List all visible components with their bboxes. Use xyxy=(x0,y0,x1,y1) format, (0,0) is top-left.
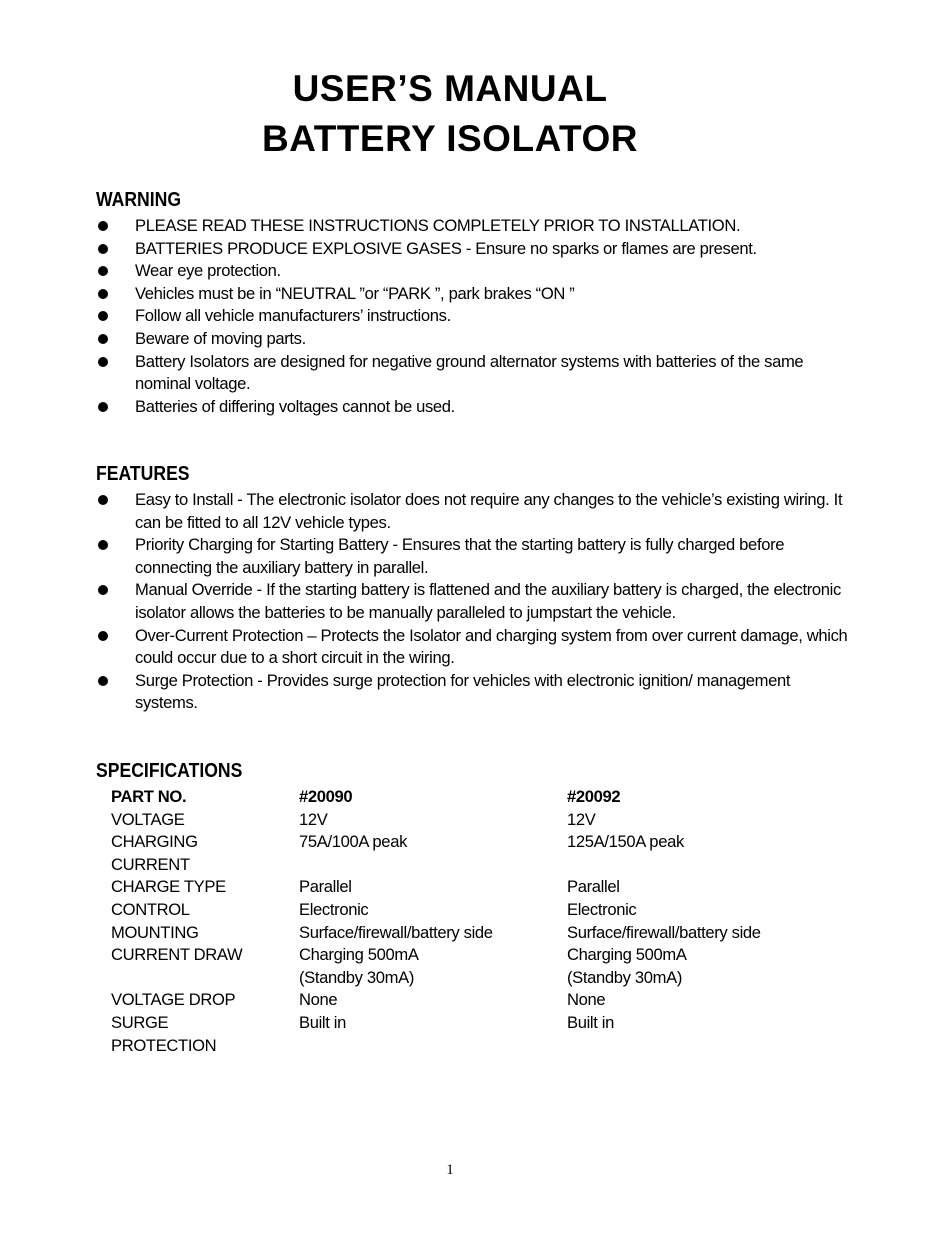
list-item: Over-Current Protection – Protects the Isolator and charging system from over current damage, which could occur due to a short circuit in the wiring. xyxy=(96,625,856,670)
spec-label: CHARGE TYPE xyxy=(111,877,226,897)
table-row xyxy=(111,989,827,1012)
list-item: Easy to Install - The electronic isolator does not require any changes to the vehicle’s existing wiring. It can be fitted to all 12V vehicle types. xyxy=(96,489,856,534)
list-item: BATTERIES PRODUCE EXPLOSIVE GASES - Ensure no sparks or flames are present. xyxy=(96,238,856,261)
spec-value-a: Parallel xyxy=(299,877,352,897)
spec-value-a: Surface/firewall/battery side xyxy=(299,922,493,942)
model-b-header: #20092 xyxy=(567,787,621,806)
table-row xyxy=(111,809,827,832)
list-item: Batteries of differing voltages cannot be used. xyxy=(96,396,856,419)
spec-label: CHARGING CURRENT xyxy=(111,832,198,874)
list-item: Surge Protection - Provides surge protection for vehicles with electronic ignition/ management systems. xyxy=(96,670,856,715)
list-item: Follow all vehicle manufacturers’ instructions. xyxy=(96,305,856,328)
bullet-icon xyxy=(98,334,108,344)
bullet-icon xyxy=(98,311,108,321)
table-row xyxy=(111,922,827,945)
spec-label: CONTROL xyxy=(111,899,190,919)
spec-value-b: Parallel xyxy=(567,877,620,897)
bullet-icon xyxy=(98,402,108,412)
features-heading: FEATURES xyxy=(96,463,190,485)
table-row xyxy=(111,944,827,989)
list-item: Priority Charging for Starting Battery - Ensures that the starting battery is fully charged before connecting the auxiliary battery in parallel. xyxy=(96,534,856,579)
spec-value-a: None xyxy=(299,990,338,1010)
spec-value-a: Electronic xyxy=(299,899,369,919)
features-list xyxy=(96,489,856,715)
spec-label: VOLTAGE DROP xyxy=(111,990,236,1010)
spec-label: MOUNTING xyxy=(111,922,199,942)
spec-value-b: Surface/firewall/battery side xyxy=(567,922,761,942)
specifications-table xyxy=(111,786,827,1057)
spec-value-a: Built in xyxy=(299,1012,347,1032)
spec-value-a: 12V xyxy=(299,809,328,829)
bullet-icon xyxy=(98,221,108,231)
spec-value-b: Built in xyxy=(567,1012,615,1032)
spec-value-b: 125A/150A peak xyxy=(567,832,684,852)
list-item: Beware of moving parts. xyxy=(96,328,856,351)
table-header-row xyxy=(111,786,827,809)
spec-label: CURRENT DRAW xyxy=(111,945,243,965)
bullet-icon xyxy=(98,540,108,550)
bullet-icon xyxy=(98,631,108,641)
bullet-icon xyxy=(98,585,108,595)
bullet-icon xyxy=(98,676,108,686)
spec-value-a: 75A/100A peak xyxy=(299,832,408,852)
spec-value-b: Electronic xyxy=(567,899,637,919)
bullet-icon xyxy=(98,495,108,505)
table-row xyxy=(111,831,827,876)
spec-value-b: 12V xyxy=(567,809,596,829)
bullet-icon xyxy=(98,244,108,254)
warning-heading: WARNING xyxy=(96,189,182,211)
spec-value-b: Charging 500mA (Standby 30mA) xyxy=(567,945,687,987)
table-row xyxy=(111,876,827,899)
list-item: Vehicles must be in “NEUTRAL ”or “PARK ”, park brakes “ON ” xyxy=(96,283,856,306)
document-title-line-1: USER’S MANUAL xyxy=(292,68,608,109)
part-no-label: PART NO. xyxy=(111,787,187,806)
list-item: Wear eye protection. xyxy=(96,260,856,283)
list-item: Manual Override - If the starting battery is flattened and the auxiliary battery is charged, the electronic isolator allows the batteries to be manually paralleled to jumpstart the vehicle. xyxy=(96,579,856,624)
model-a-header: #20090 xyxy=(299,787,353,806)
table-row xyxy=(111,1012,827,1057)
spec-label: VOLTAGE xyxy=(111,809,185,829)
document-title-line-2: BATTERY ISOLATOR xyxy=(262,118,638,159)
spec-label: SURGE PROTECTION xyxy=(111,1012,217,1055)
bullet-icon xyxy=(98,266,108,276)
page-number: 1 xyxy=(446,1162,454,1178)
specifications-heading: SPECIFICATIONS xyxy=(96,760,243,782)
spec-value-b: None xyxy=(567,990,606,1010)
list-item: PLEASE READ THESE INSTRUCTIONS COMPLETELY PRIOR TO INSTALLATION. xyxy=(96,215,856,238)
spec-value-a: Charging 500mA (Standby 30mA) xyxy=(299,945,419,987)
warning-list xyxy=(96,215,856,418)
list-item: Battery Isolators are designed for negative ground alternator systems with batteries of the same nominal voltage. xyxy=(96,351,856,396)
bullet-icon xyxy=(98,357,108,367)
bullet-icon xyxy=(98,289,108,299)
table-row xyxy=(111,899,827,922)
